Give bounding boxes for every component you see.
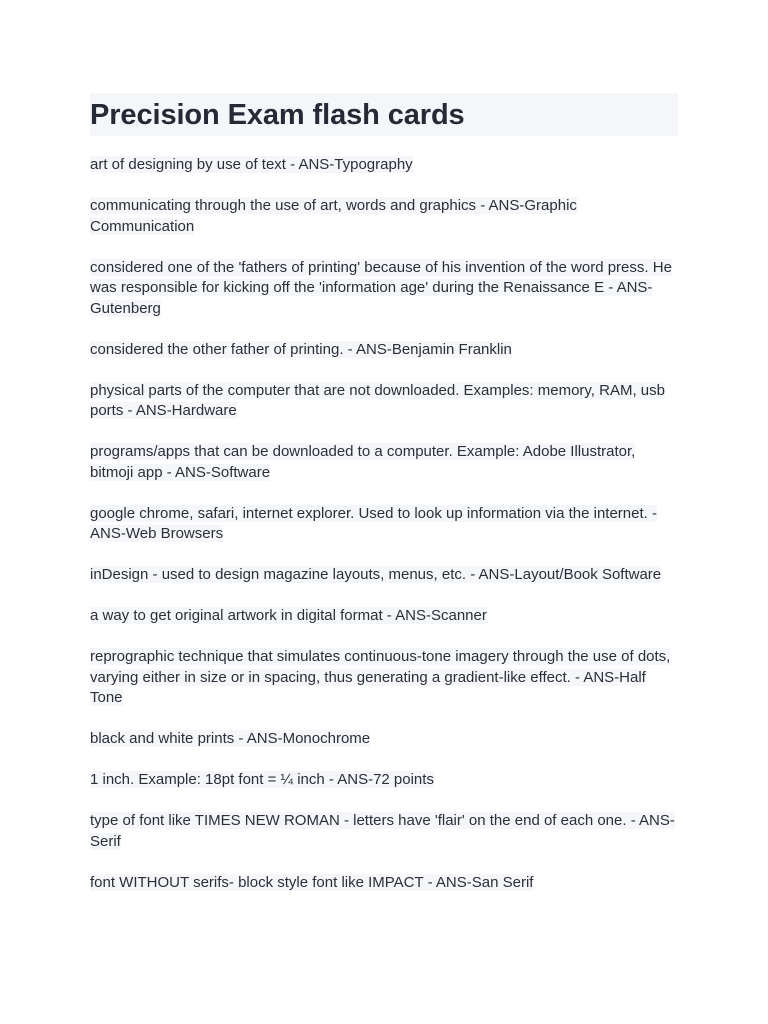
flash-card	[90, 155, 678, 176]
flash-card-text: programs/apps that can be downloaded to a computer. Example: Adobe Illustrator, bitmoji app - ANS-Software	[90, 443, 636, 481]
flash-card-text: 1 inch. Example: 18pt font = ¼ inch - ANS-72 points	[90, 771, 434, 788]
page-title: Precision Exam flash cards	[90, 98, 465, 131]
flash-card	[90, 196, 678, 237]
title-bar	[90, 93, 678, 136]
flash-card-text: a way to get original artwork in digital format - ANS-Scanner	[90, 607, 487, 624]
flash-card-list	[90, 155, 678, 893]
flash-card	[90, 873, 678, 894]
flash-card	[90, 606, 678, 627]
flash-card	[90, 647, 678, 709]
document-page	[90, 93, 678, 914]
flash-card-text: inDesign - used to design magazine layouts, menus, etc. - ANS-Layout/Book Software	[90, 566, 662, 583]
flash-card-text: physical parts of the computer that are not downloaded. Examples: memory, RAM, usb ports - ANS-Hardware	[90, 381, 665, 419]
flash-card-text: art of designing by use of text - ANS-Typography	[90, 156, 413, 173]
flash-card	[90, 381, 678, 422]
flash-card-text: google chrome, safari, internet explorer. Used to look up information via the internet. - ANS-Web Browsers	[90, 504, 657, 542]
flash-card	[90, 504, 678, 545]
flash-card-text: communicating through the use of art, words and graphics - ANS-Graphic Communication	[90, 197, 577, 235]
flash-card-text: font WITHOUT serifs- block style font like IMPACT - ANS-San Serif	[90, 873, 534, 891]
flash-card-text: considered one of the 'fathers of printing' because of his invention of the word press. He was responsible for kicking off the 'information age' during the Renaissance E - ANS-Gutenberg	[90, 258, 672, 317]
flash-card-text: type of font like TIMES NEW ROMAN - letters have 'flair' on the end of each one. - ANS-Serif	[90, 812, 675, 850]
flash-card	[90, 811, 678, 852]
flash-card	[90, 258, 678, 320]
flash-card-text: reprographic technique that simulates continuous-tone imagery through the use of dots, varying either in size or in spacing, thus generating a gradient-like effect. - ANS-Half Tone	[90, 648, 671, 706]
flash-card	[90, 729, 678, 750]
flash-card	[90, 565, 678, 586]
flash-card-text: considered the other father of printing. - ANS-Benjamin Franklin	[90, 340, 512, 358]
flash-card	[90, 770, 678, 791]
flash-card	[90, 340, 678, 361]
flash-card-text: black and white prints - ANS-Monochrome	[90, 730, 371, 747]
flash-card	[90, 442, 678, 483]
